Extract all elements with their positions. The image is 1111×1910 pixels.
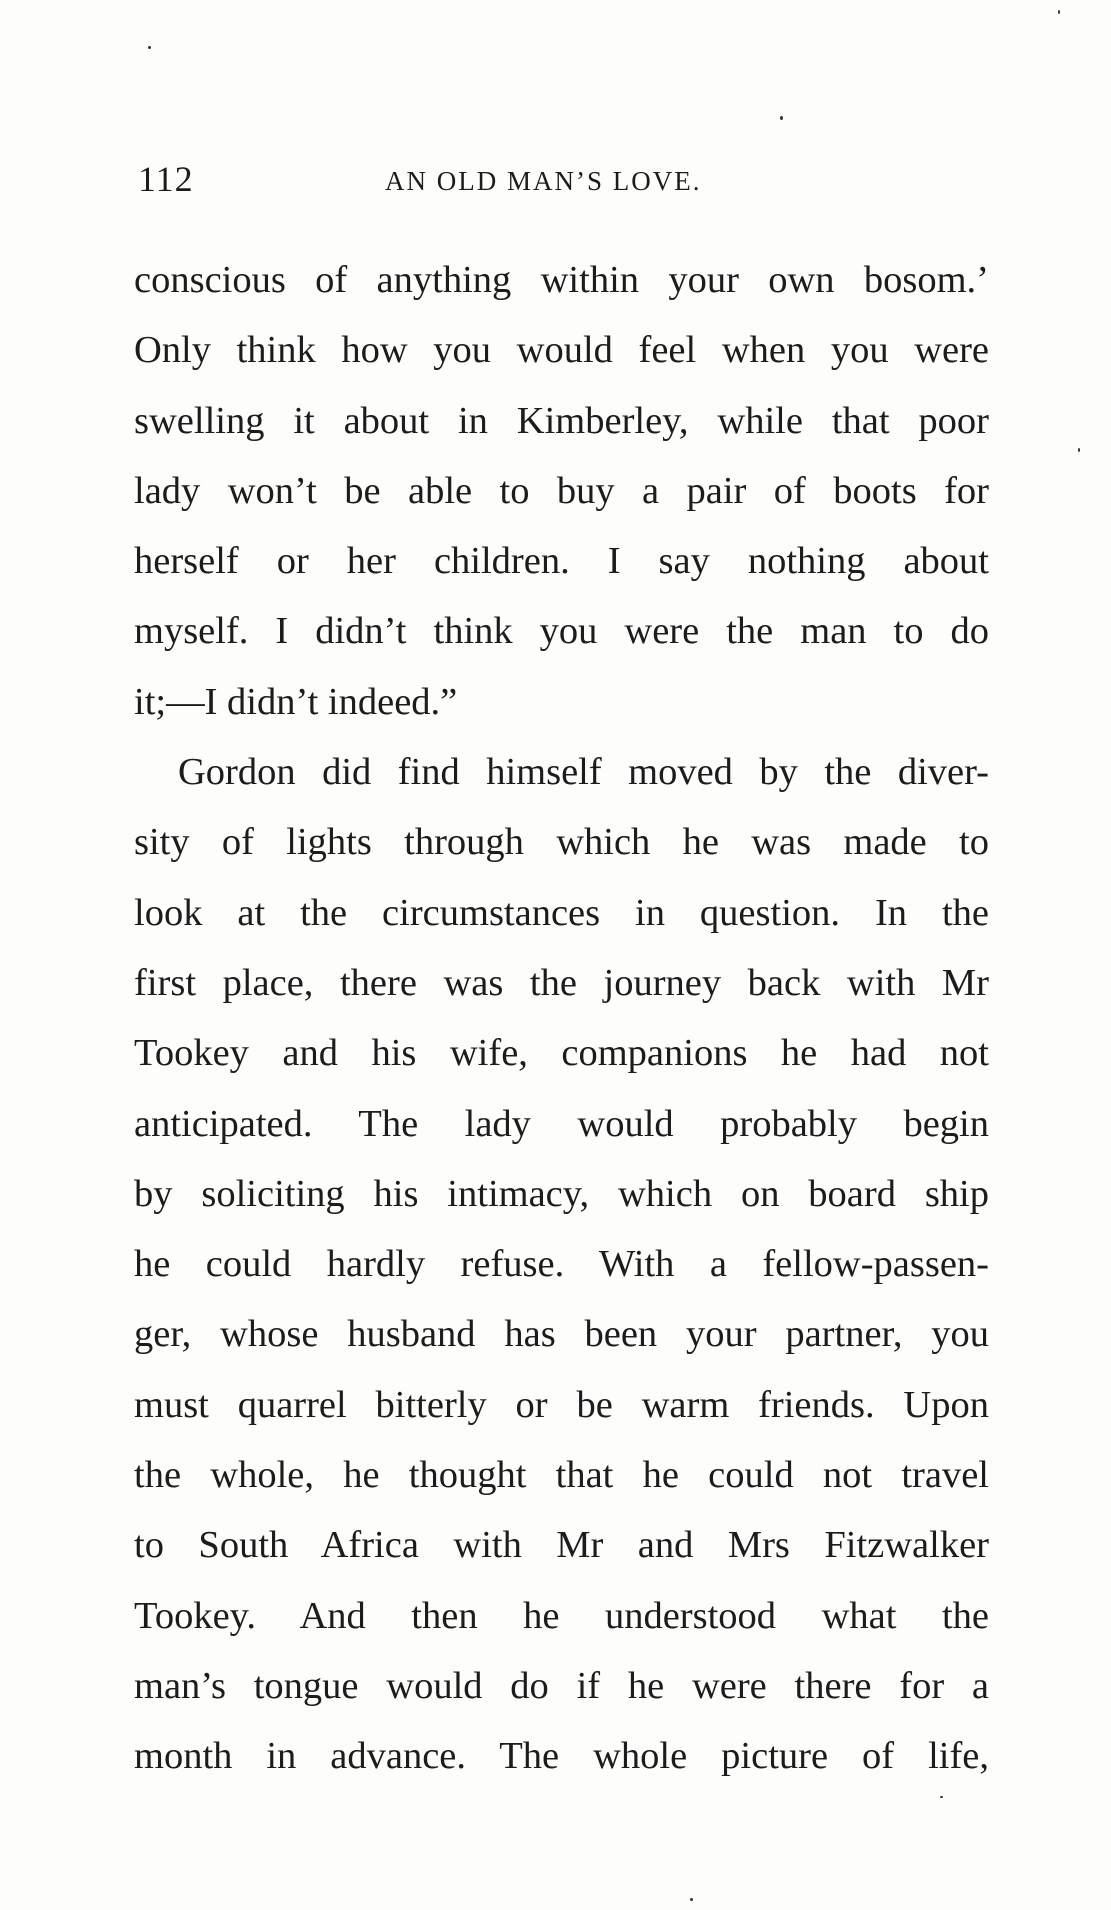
- text-line: anticipated. The lady would probably begin: [134, 1102, 989, 1145]
- text-line: first place, there was the journey back with Mr: [134, 961, 989, 1004]
- text-line: month in advance. The whole picture of life,: [134, 1735, 989, 1778]
- paragraph: [134, 737, 989, 1791]
- scan-speck: [940, 1796, 943, 1798]
- text-line: it;—I didn’t indeed.”: [134, 680, 458, 723]
- body-text: [134, 245, 989, 1792]
- text-line: herself or her children. I say nothing about: [134, 540, 989, 583]
- text-line: must quarrel bitterly or be warm friends. Upon: [134, 1383, 989, 1426]
- text-line: myself. I didn’t think you were the man to do: [134, 610, 989, 653]
- text-line: by soliciting his intimacy, which on board ship: [134, 1172, 989, 1215]
- text-line: sity of lights through which he was made to: [134, 821, 989, 864]
- text-line: man’s tongue would do if he were there for a: [134, 1664, 989, 1707]
- paragraph: [134, 245, 989, 737]
- scan-speck: [1078, 448, 1080, 452]
- text-line: conscious of anything within your own bosom.’: [134, 259, 989, 301]
- page-number: 112: [138, 159, 194, 199]
- text-line: Only think how you would feel when you were: [134, 329, 989, 372]
- text-line: swelling it about in Kimberley, while that poor: [134, 399, 989, 442]
- running-title: AN OLD MAN’S LOVE.: [385, 166, 702, 196]
- scan-speck: [780, 116, 783, 120]
- text-line: Tookey and his wife, companions he had not: [134, 1032, 989, 1075]
- text-line: the whole, he thought that he could not travel: [134, 1454, 989, 1497]
- scan-speck: [1058, 10, 1060, 14]
- scan-speck: [690, 1898, 693, 1901]
- page-header: [138, 158, 1008, 208]
- text-line: lady won’t be able to buy a pair of boots for: [134, 469, 989, 512]
- text-line: to South Africa with Mr and Mrs Fitzwalker: [134, 1524, 989, 1567]
- text-line: ger, whose husband has been your partner, you: [134, 1313, 989, 1356]
- text-line: Gordon did find himself moved by the diver-: [178, 751, 989, 794]
- text-line: Tookey. And then he understood what the: [134, 1594, 989, 1637]
- text-line: look at the circumstances in question. In the: [134, 891, 989, 934]
- scan-speck: [148, 46, 151, 49]
- text-line: he could hardly refuse. With a fellow-passen-: [134, 1243, 989, 1286]
